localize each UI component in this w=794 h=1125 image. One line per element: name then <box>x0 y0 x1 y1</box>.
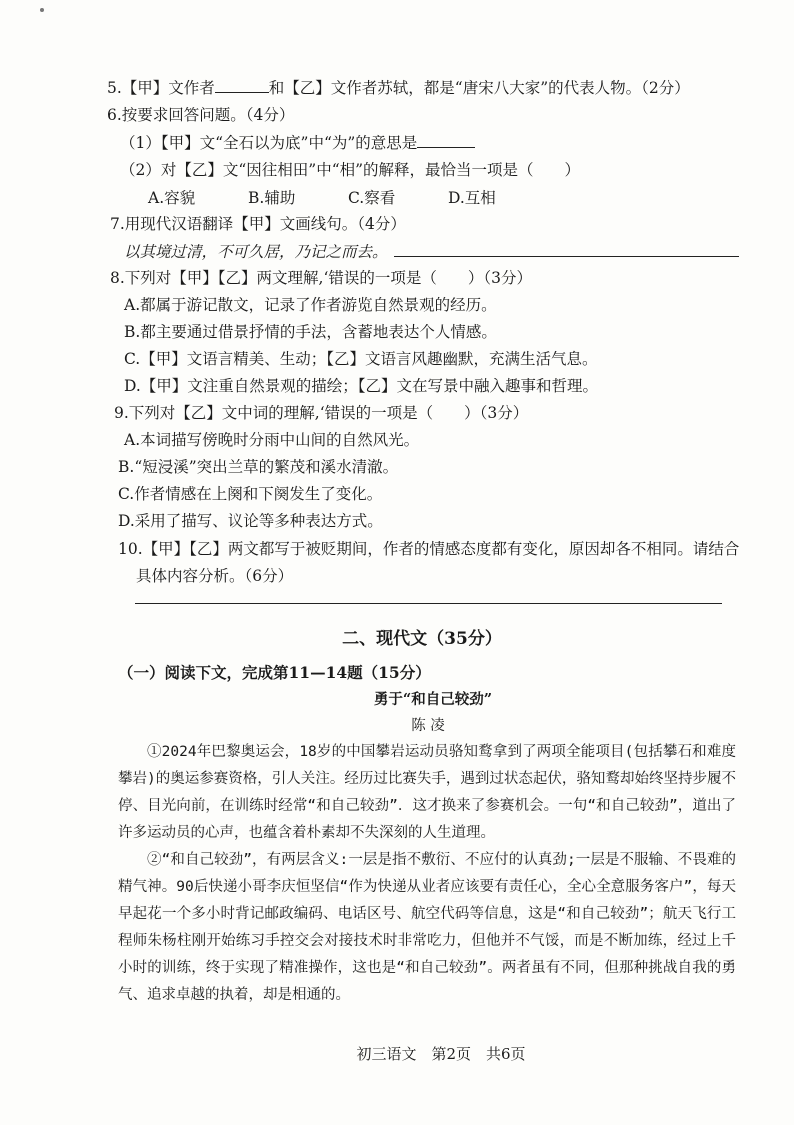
q6-option-b[interactable]: B.辅助 <box>248 189 296 207</box>
question-6-sub2: （2）对【乙】文“因往相田”中“相”的解释，最恰当一项是（ ） <box>120 161 581 179</box>
essay-body <box>118 739 736 1009</box>
question-10-line2: 具体内容分析。（6分） <box>136 567 294 585</box>
q6-option-a[interactable]: A.容貌 <box>148 189 196 207</box>
q10-answer-line[interactable] <box>135 603 722 604</box>
question-5 <box>107 78 690 98</box>
question-8-stem: 8.下列对【甲】【乙】两文理解,‘错误的一项是（ ）（3分） <box>110 269 533 287</box>
question-6-options <box>148 188 548 208</box>
q7-answer-line[interactable] <box>394 242 739 257</box>
essay-author: 陈 凌 <box>411 718 445 734</box>
q8-option-c[interactable]: C.【甲】文语言精美、生动；【乙】文语言风趣幽默，充满生活气息。 <box>124 350 598 368</box>
q8-option-d[interactable]: D.【甲】文注重自然景观的描绘；【乙】文在写景中融入趣事和哲理。 <box>124 377 599 395</box>
q5-text-before-blank: 5.【甲】文作者 <box>107 79 215 97</box>
question-7-sentence <box>124 242 739 262</box>
question-7-stem: 7.用现代汉语翻译【甲】文画线句。（4分） <box>110 215 406 233</box>
q6-option-d[interactable]: D.互相 <box>448 189 496 207</box>
q6-sub1-text: （1）【甲】文“全石以为底”中“为”的意思是 <box>120 134 418 152</box>
q8-option-a[interactable]: A.都属于游记散文，记录了作者游览自然景观的经历。 <box>124 296 497 314</box>
q6-option-c[interactable]: C.察看 <box>348 189 396 207</box>
scan-dot <box>40 8 44 12</box>
q5-answer-blank[interactable] <box>215 78 269 93</box>
q6-sub1-answer-blank[interactable] <box>417 133 475 148</box>
q9-option-c[interactable]: C.作者情感在上阕和下阕发生了变化。 <box>118 485 383 503</box>
reading-part-intro: （一）阅读下文，完成第11—14题（15分） <box>118 663 431 682</box>
q8-option-b[interactable]: B.都主要通过借景抒情的手法，含蓄地表达个人情感。 <box>124 323 497 341</box>
question-6-stem: 6.按要求回答问题。（4分） <box>107 106 295 124</box>
q9-option-b[interactable]: B.“短浸溪”突出兰草的繁茂和溪水清澈。 <box>118 458 399 476</box>
page-footer: 初三语文 第2页 共6页 <box>356 1045 526 1063</box>
question-9-stem: 9.下列对【乙】文中词的理解,‘错误的一项是（ ）（3分） <box>114 404 529 422</box>
q9-option-d[interactable]: D.采用了描写、议论等多种表达方式。 <box>118 512 383 530</box>
question-10-line1: 10.【甲】【乙】两文都写于被贬期间，作者的情感态度都有变化，原因却各不相同。请结合 <box>118 540 740 558</box>
essay-paragraph-2: ②“和自己较劲”，有两层含义:一层是指不敷衍、不应付的认真劲;一层是不服输、不畏难的精气神。90后快递小哥李庆恒坚信“作为快递从业者应该要有责任心，全心全意服务客户”，每天早起花一个多小时背记邮政编码、电话区号、航空代码等信息，这是“和自己较劲”；航天飞行工程师朱杨柱刚开始练习手控交会对接技术时非常吃力，但他并不气馁，而是不断加练，经过上千小时的训练，终于实现了精准操作，这也是“和自己较劲”。两者虽有不同，但那种挑战自我的勇气、追求卓越的执着，却是相通的。 <box>118 852 736 1003</box>
section-heading: 二、现代文（35分） <box>342 629 502 649</box>
q7-underlined-sentence: 以其境过清，不可久居，乃记之而去。 <box>124 243 388 261</box>
q9-option-a[interactable]: A.本词描写傍晚时分雨中山间的自然风光。 <box>124 431 420 449</box>
essay-title: 勇于“和自己较劲” <box>373 691 493 708</box>
question-6-sub1 <box>120 133 475 153</box>
essay-paragraph-1: ①2024年巴黎奥运会，18岁的中国攀岩运动员骆知鹜拿到了两项全能项目(包括攀石和难度攀岩)的奥运参赛资格，引人关注。经历过比赛失手，遇到过状态起伏，骆知鹜却始终坚持步履不停、目光向前，在训练时经常“和自己较劲”．这才换来了参赛机会。一句“和自己较劲”，道出了许多运动员的心声，也蕴含着朴素却不失深刻的人生道理。 <box>118 744 736 841</box>
q5-text-after-blank: 和【乙】文作者苏轼，都是“唐宋八大家”的代表人物。（2分） <box>268 79 690 97</box>
